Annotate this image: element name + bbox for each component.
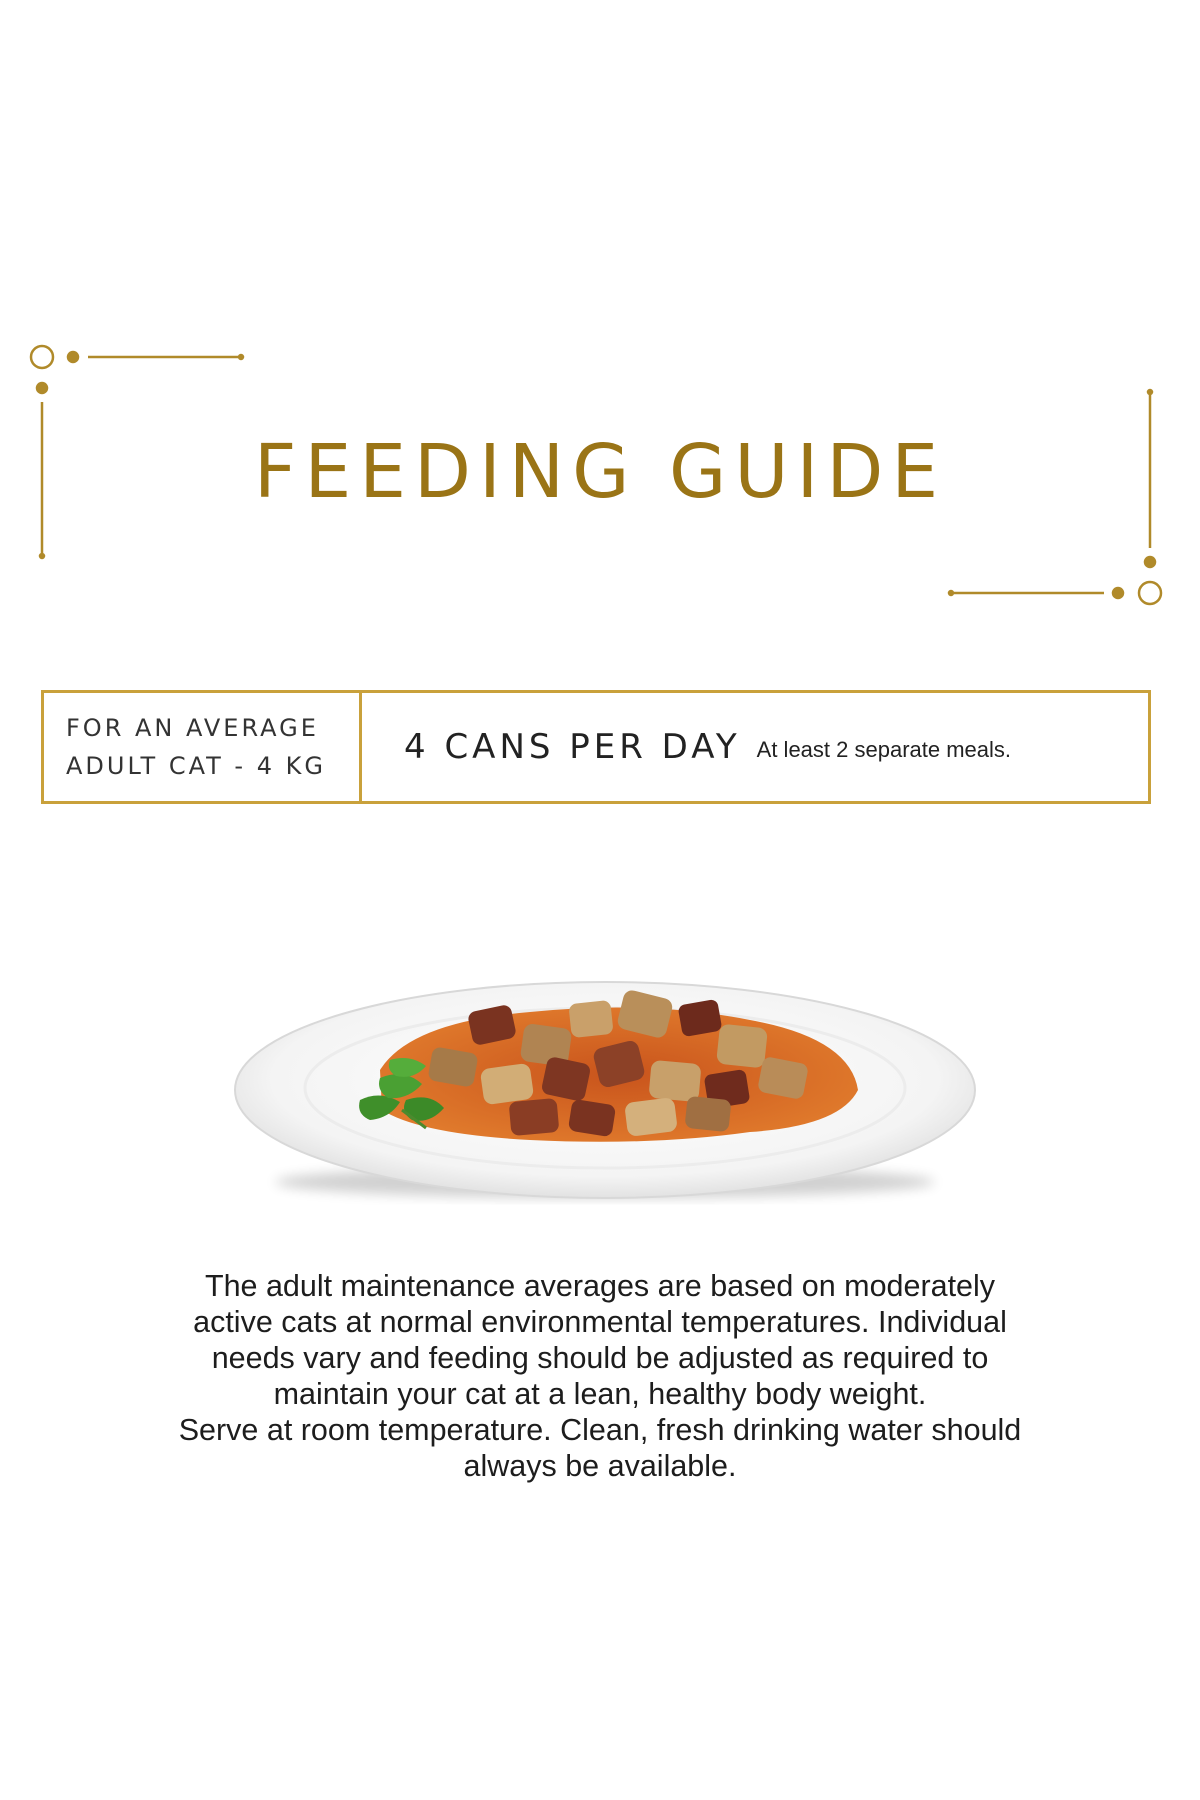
page-title: FEEDING GUIDE	[253, 429, 947, 515]
title-frame	[0, 0, 1200, 700]
feeding-subject-cell	[44, 693, 362, 801]
feeding-table	[41, 690, 1151, 804]
feeding-note: At least 2 separate meals.	[756, 737, 1012, 762]
feeding-notes	[80, 1268, 1120, 1484]
notes-line: The adult maintenance averages are based on moderately	[204, 1269, 996, 1303]
feeding-amount: 4 CANS PER DAY	[404, 727, 741, 767]
notes-line: Serve at room temperature. Clean, fresh drinking water should	[178, 1413, 1022, 1447]
feeding-subject-line-2: ADULT CAT - 4 KG	[66, 752, 326, 780]
notes-line: active cats at normal environmental temperatures. Individual	[193, 1305, 1007, 1339]
notes-line: maintain your cat at a lean, healthy body weight.	[273, 1377, 927, 1411]
food-plate-illustration	[230, 950, 980, 1210]
feeding-amount-cell	[362, 693, 1148, 801]
notes-line: needs vary and feeding should be adjusted as required to	[211, 1341, 989, 1375]
notes-line: always be available.	[463, 1449, 737, 1483]
feeding-subject-line-1: FOR AN AVERAGE	[66, 714, 319, 742]
